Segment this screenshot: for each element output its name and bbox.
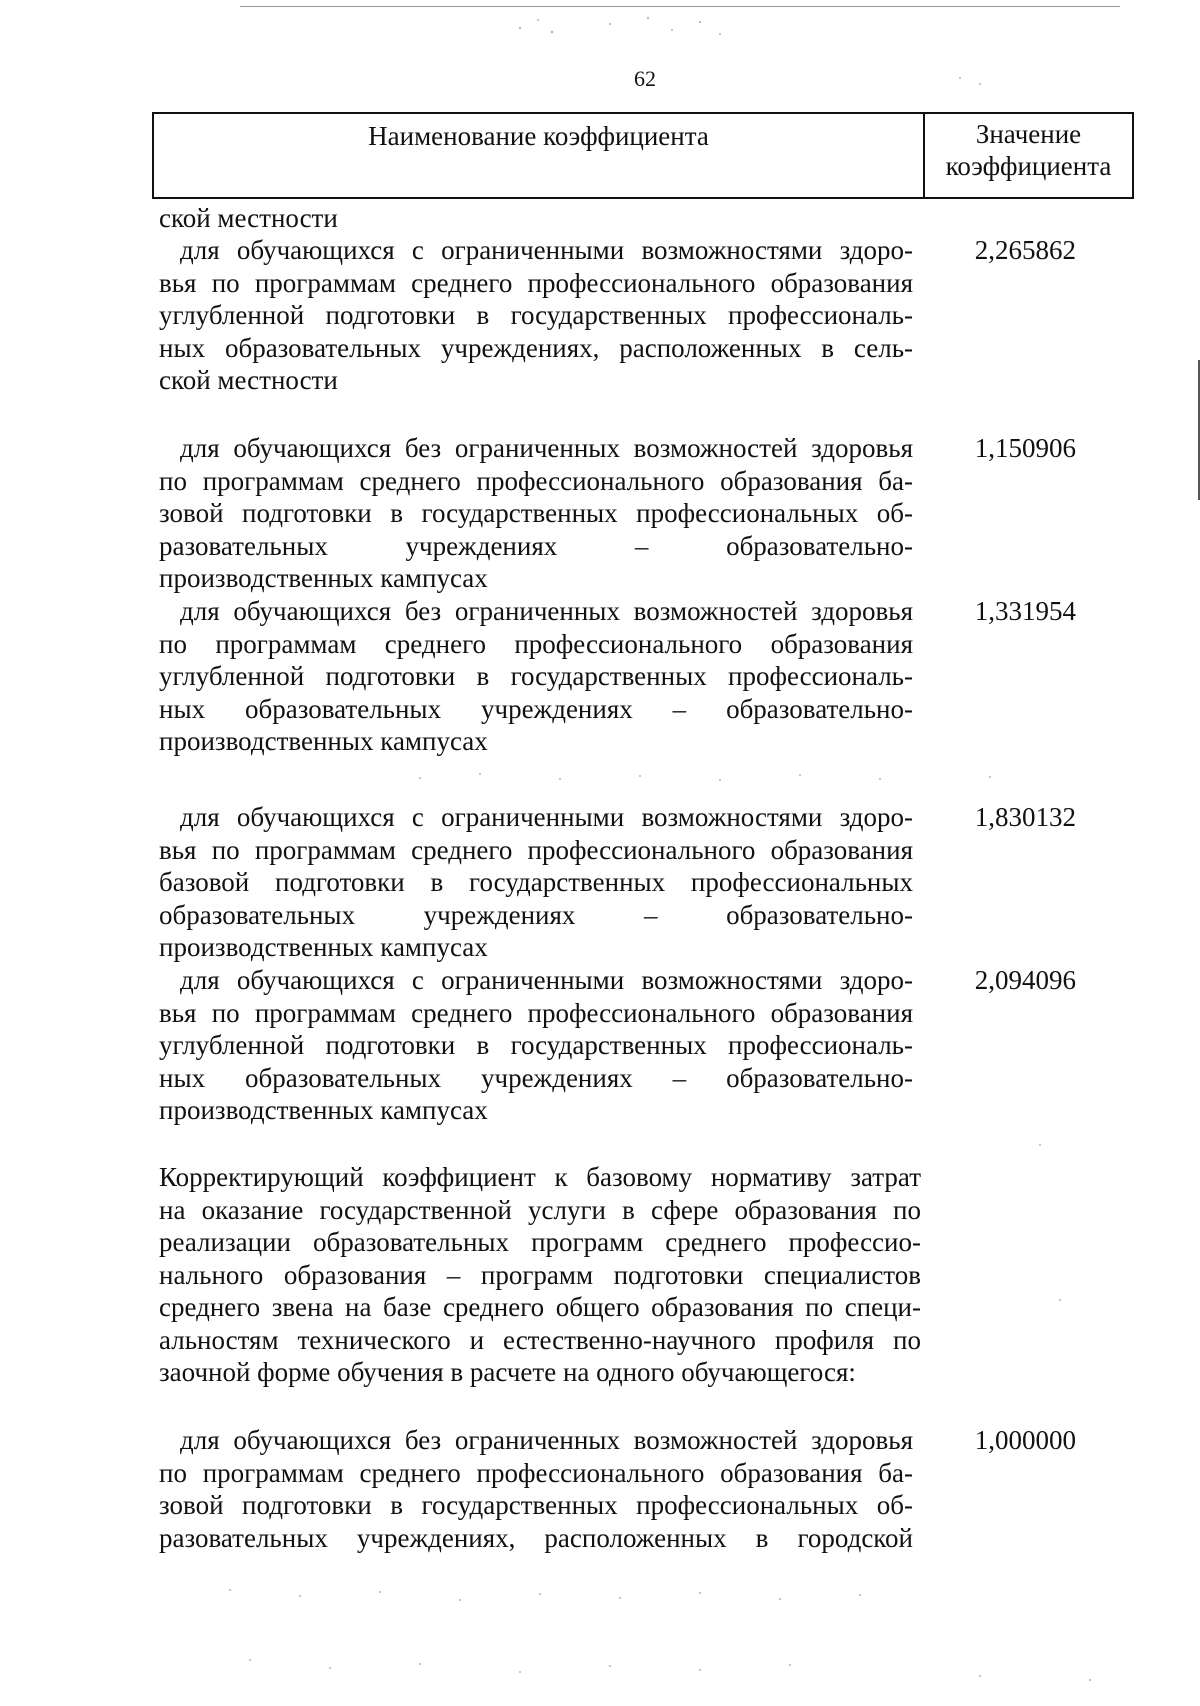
continuation-line: ской местности bbox=[159, 203, 338, 233]
text-line: для обучающихся без ограниченных возможностей здоровья bbox=[180, 1425, 913, 1455]
text-line: ных образовательных учреждениях – образовательно- bbox=[159, 1062, 913, 1093]
text-line: альностям технического и естественно-научного профиля по bbox=[159, 1324, 921, 1355]
header-value-line-2: коэффициента bbox=[945, 151, 1112, 181]
text-line: производственных кампусах bbox=[159, 726, 488, 756]
text-line: на оказание государственной услуги в сфере образования по bbox=[159, 1194, 921, 1225]
text-line: производственных кампусах bbox=[159, 563, 488, 593]
coefficient-value: 1,331954 bbox=[974, 596, 1076, 626]
text-line: для обучающихся без ограниченных возможностей здоровья bbox=[180, 433, 913, 463]
text-line: для обучающихся без ограниченных возможностей здоровья bbox=[180, 596, 913, 626]
text-line: Корректирующий коэффициент к базовому нормативу затрат bbox=[159, 1162, 921, 1192]
text-line: реализации образовательных программ среднего профессио- bbox=[159, 1227, 921, 1257]
coefficient-value: 1,150906 bbox=[974, 433, 1076, 463]
text-line: по программам среднего профессионального образования bbox=[159, 628, 913, 659]
coefficient-value: 1,000000 bbox=[974, 1425, 1076, 1455]
text-line: разовательных учреждениях, расположенных в городской bbox=[159, 1522, 913, 1553]
text-line: зовой подготовки в государственных профессиональных об- bbox=[159, 1490, 913, 1520]
page-number: 62 bbox=[634, 66, 656, 91]
text-line: заочной форме обучения в расчете на одного обучающегося: bbox=[159, 1357, 856, 1387]
text-line: ных образовательных учреждениях – образовательно- bbox=[159, 693, 913, 724]
text-line: для обучающихся с ограниченными возможностями здоро- bbox=[180, 235, 913, 265]
coefficient-value: 2,265862 bbox=[974, 235, 1076, 265]
text-line: ных образовательных учреждениях, расположенных в сель- bbox=[159, 332, 913, 363]
text-line: углубленной подготовки в государственных профессиональ- bbox=[159, 300, 913, 330]
text-line: вья по программам среднего профессионального образования bbox=[159, 997, 913, 1028]
text-line: разовательных учреждениях – образовательно- bbox=[159, 530, 913, 561]
header-value-line-1: Значение bbox=[975, 119, 1082, 149]
text-line: углубленной подготовки в государственных профессиональ- bbox=[159, 1030, 913, 1060]
text-line: по программам среднего профессионального образования ба- bbox=[159, 465, 913, 496]
coefficient-value: 1,830132 bbox=[974, 802, 1076, 832]
text-line: вья по программам среднего профессионального образования bbox=[159, 834, 913, 865]
text-line: ской местности bbox=[159, 365, 338, 395]
text-line: зовой подготовки в государственных профессиональных об- bbox=[159, 498, 913, 528]
text-line: образовательных учреждениях – образовательно- bbox=[159, 899, 913, 930]
header-name-column: Наименование коэффициента bbox=[154, 114, 925, 197]
text-line: базовой подготовки в государственных профессиональных bbox=[159, 867, 913, 897]
text-line: производственных кампусах bbox=[159, 932, 488, 962]
text-line: нального образования – программ подготовки специалистов bbox=[159, 1259, 921, 1290]
text-line: для обучающихся с ограниченными возможностями здоро- bbox=[180, 965, 913, 995]
text-line: по программам среднего профессионального образования ба- bbox=[159, 1457, 913, 1488]
text-line: для обучающихся с ограниченными возможностями здоро- bbox=[180, 802, 913, 832]
text-line: вья по программам среднего профессионального образования bbox=[159, 267, 913, 298]
coefficient-value: 2,094096 bbox=[974, 965, 1076, 995]
text-line: производственных кампусах bbox=[159, 1095, 488, 1125]
text-line: углубленной подготовки в государственных профессиональ- bbox=[159, 661, 913, 691]
text-line: среднего звена на базе среднего общего образования по специ- bbox=[159, 1292, 921, 1322]
